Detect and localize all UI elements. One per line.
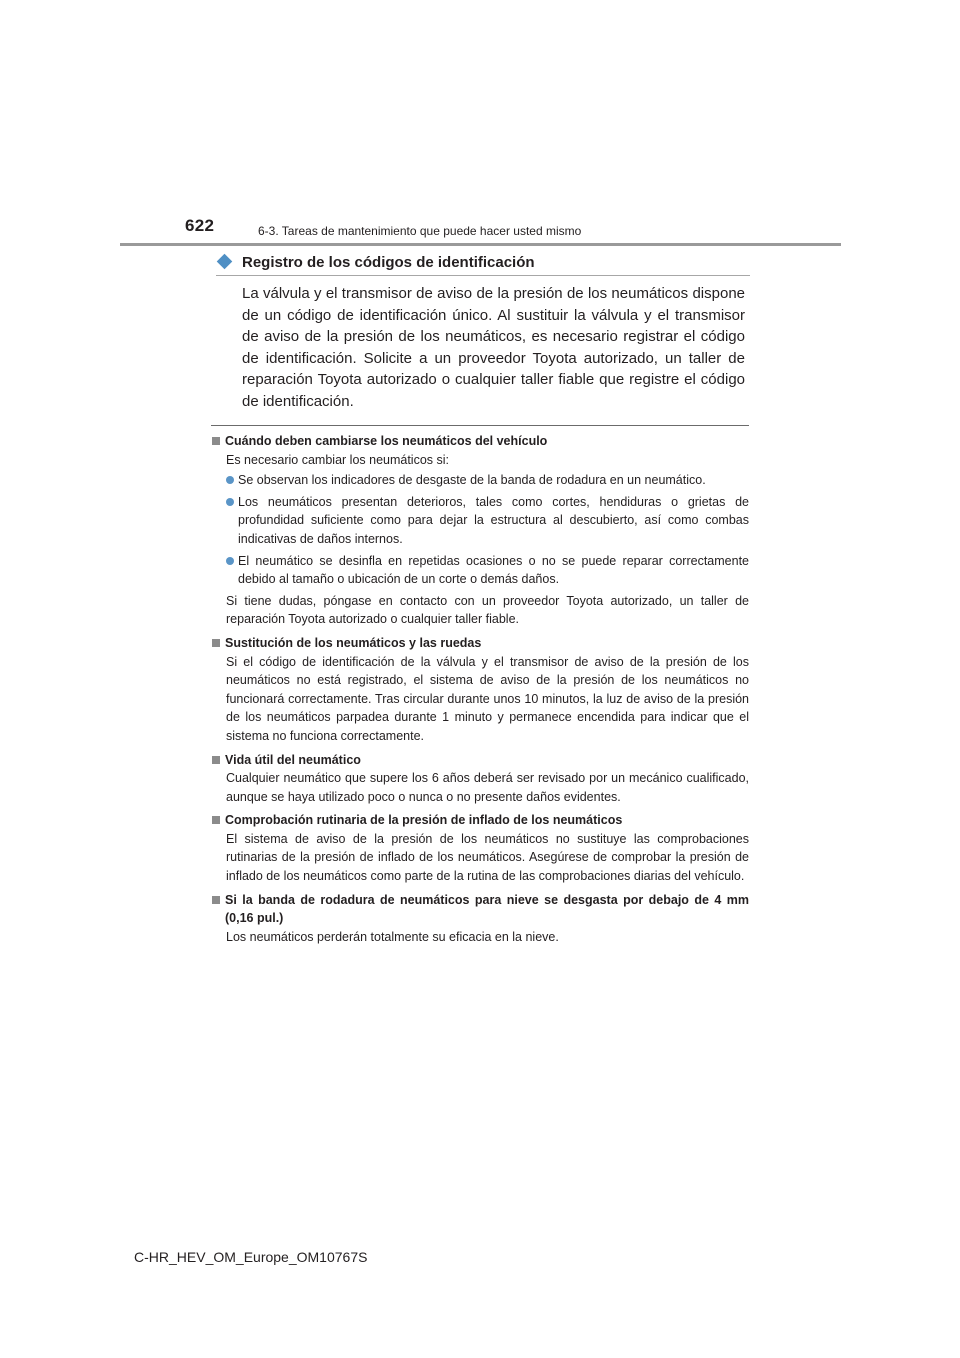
note-body: El sistema de aviso de la presión de los neumáticos no sustituye las comprobaciones rutinarias de la presión de inflado de los neumáticos. Asegúrese de comprobar la presión de inflado de los neumáticos como parte de la rutina de las comprobaciones diarias del vehículo. <box>226 831 749 884</box>
diamond-icon <box>217 254 233 270</box>
note-heading-text: Si la banda de rodadura de neumáticos para nieve se desgasta por debajo de 4 mm (0,16 pul.) <box>225 892 749 926</box>
square-bullet-icon <box>212 816 220 824</box>
subsection-body: La válvula y el transmisor de aviso de la presión de los neumáticos dispone de un código de identificación único. Al sustituir la válvula y el transmisor de aviso de la presión de los neumáticos, es necesario registrar el código de identificación. Solicite a un proveedor Toyota autorizado, un taller de reparación Toyota autorizado o cualquier taller fiable que registre el código de identificación. <box>242 285 745 410</box>
circle-bullet-icon <box>226 498 234 506</box>
list-item <box>211 552 749 589</box>
list-item-text: El neumático se desinfla en repetidas ocasiones o no se puede reparar correctamente debido al tamaño o ubicación de un corte o demás daños. <box>238 553 749 587</box>
note-heading-text: Vida útil del neumático <box>225 752 361 767</box>
note-snow-tires <box>211 891 749 947</box>
section-title: 6-3. Tareas de mantenimiento que puede hacer usted mismo <box>258 224 582 238</box>
note-heading <box>211 891 749 928</box>
note-heading <box>211 634 749 653</box>
note-heading-text: Sustitución de los neumáticos y las ruedas <box>225 635 482 650</box>
note-tire-lifespan <box>211 751 749 807</box>
list-item-text: Se observan los indicadores de desgaste de la banda de rodadura en un neumático. <box>238 473 706 488</box>
subsection-title: Registro de los códigos de identificación <box>242 254 535 271</box>
list-item-text: Los neumáticos presentan deterioros, tales como cortes, hendiduras o grietas de profundidad suficiente como para dejar la estructura al descubierto, así como combas indicativas de daños internos. <box>238 494 749 546</box>
note-heading <box>211 432 749 451</box>
note-tire-wheel-replacement <box>211 634 749 746</box>
note-body: Cualquier neumático que supere los 6 años deberá ser revisado por un mecánico cualificado, aunque se haya utilizado poco o nunca o no presente daños evidentes. <box>226 771 749 804</box>
note-tire-replacement <box>211 432 749 629</box>
square-bullet-icon <box>212 896 220 904</box>
note-heading <box>211 811 749 830</box>
document-code: C-HR_HEV_OM_Europe_OM10767S <box>134 1249 368 1265</box>
note-heading-text: Cuándo deben cambiarse los neumáticos del vehículo <box>225 434 548 448</box>
note-heading <box>211 751 749 770</box>
note-outro: Si tiene dudas, póngase en contacto con un proveedor Toyota autorizado, un taller de reparación Toyota autorizado o cualquier taller fiable. <box>226 593 749 627</box>
list-item <box>211 493 749 549</box>
square-bullet-icon <box>212 756 220 764</box>
note-intro: Es necesario cambiar los neumáticos si: <box>226 452 450 467</box>
page-number: 622 <box>185 216 215 235</box>
square-bullet-icon <box>212 437 220 445</box>
circle-bullet-icon <box>226 476 234 484</box>
note-heading-text: Comprobación rutinaria de la presión de inflado de los neumáticos <box>225 813 623 828</box>
list-item <box>211 471 749 490</box>
notes-section <box>211 432 749 951</box>
note-pressure-check <box>211 811 749 885</box>
header-divider <box>120 243 841 246</box>
circle-bullet-icon <box>226 557 234 565</box>
note-body: Si el código de identificación de la válvula y el transmisor de aviso de la presión de los neumáticos no está registrado, el sistema de aviso de la presión de los neumáticos no funcionará correctamente. Tras circular durante unos 10 minutos, la luz de aviso de la presión de los neumáticos parpadea durante 1 minuto y permanece encendida para indicar que el sistema no funciona correctamente. <box>226 654 749 743</box>
note-body: Los neumáticos perderán totalmente su eficacia en la nieve. <box>226 929 559 944</box>
square-bullet-icon <box>212 639 220 647</box>
section-divider <box>211 425 749 426</box>
subsection-heading <box>216 253 750 276</box>
